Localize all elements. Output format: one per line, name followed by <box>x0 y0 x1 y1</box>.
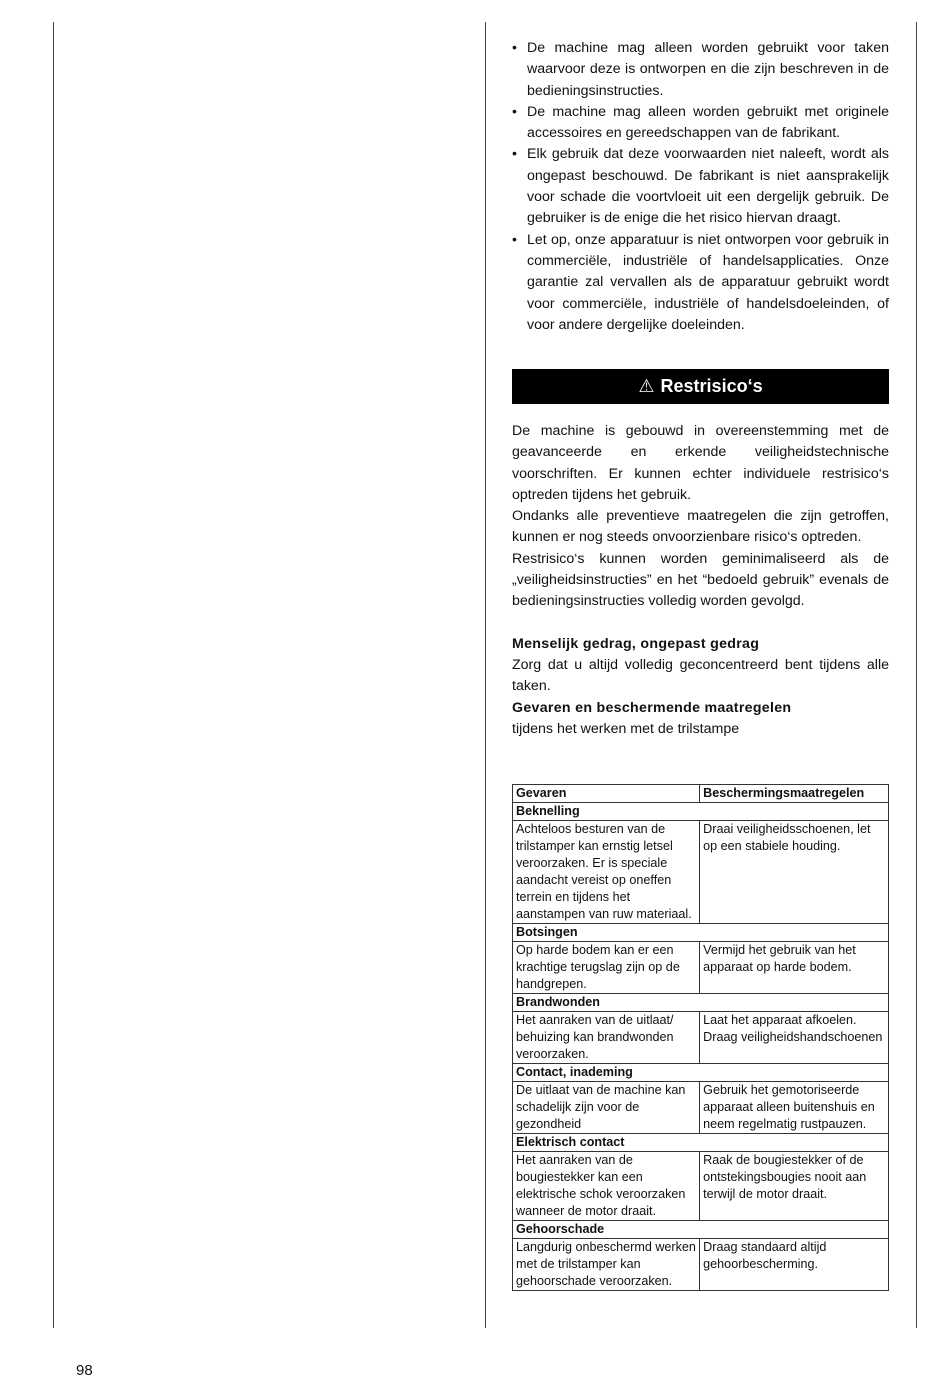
list-item <box>512 230 889 336</box>
bullet-icon: • <box>512 103 517 120</box>
table-group-row <box>513 803 889 821</box>
list-item <box>512 102 889 145</box>
table-row <box>513 1012 889 1064</box>
hazard-cell: Het aanraken van de uitlaat/ behuizing kan brandwonden veroorzaken. <box>513 1012 700 1064</box>
list-item-text: Elk gebruik dat deze voorwaarden niet naleeft, wordt als ongepast beschouwd. De fabrikant is niet aansprakelijk voor schade die voortvloeit uit een dergelijk gebruik. De gebruiker is de enige die het risico hiervan draagt. <box>527 146 889 227</box>
left-margin-rule <box>53 22 54 1328</box>
table-group-row <box>513 1064 889 1082</box>
list-item-text: Let op, onze apparatuur is niet ontworpen voor gebruik in commerciële, industriële of handelsapplicaties. Onze garantie zal vervallen als de apparatuur gebruikt wordt voor commerciële, industriële of handelsdoeleinden, of voor andere dergelijke doeleinden. <box>527 231 889 333</box>
bullet-icon: • <box>512 40 517 56</box>
measure-cell: Vermijd het gebruik van het apparaat op harde bodem. <box>700 942 889 994</box>
group-title: Gehoorschade <box>513 1221 889 1239</box>
center-column-rule <box>485 22 486 1328</box>
page-number: 98 <box>76 1362 93 1379</box>
residual-risks-text <box>512 421 889 740</box>
list-item <box>512 38 889 102</box>
bullet-icon: • <box>512 146 517 163</box>
bullet-icon: • <box>512 231 517 248</box>
measure-cell: Draai veiligheidsschoenen, let op een stabiele houding. <box>700 821 889 924</box>
table-group-row <box>513 924 889 942</box>
hazards-table <box>512 784 889 1291</box>
group-title: Beknelling <box>513 803 889 821</box>
table-row <box>513 1152 889 1221</box>
hazard-cell: Langdurig onbeschermd werken met de trilstamper kan gehoorschade veroorzaken. <box>513 1239 700 1291</box>
intro-paragraph: Ondanks alle preventieve maatregelen die zijn getroffen, kunnen er nog steeds onvoorzienbare risico‘s optreden. <box>512 508 889 546</box>
usage-rules-list <box>512 38 889 336</box>
table-row <box>513 1239 889 1291</box>
group-title: Contact, inademing <box>513 1064 889 1082</box>
list-item <box>512 144 889 229</box>
right-margin-rule <box>916 22 917 1328</box>
behavior-heading: Menselijk gedrag, ongepast gedrag <box>512 635 760 652</box>
hazard-cell: De uitlaat van de machine kan schadelijk zijn voor de gezondheid <box>513 1082 700 1134</box>
section-banner <box>512 369 889 404</box>
warning-triangle-icon: ⚠ <box>638 376 655 396</box>
measure-cell: Raak de bougiestekker of de ontstekingsbougies nooit aan terwijl de motor draait. <box>700 1152 889 1221</box>
table-group-row <box>513 994 889 1012</box>
measure-cell: Draag standaard altijd gehoorbescherming. <box>700 1239 889 1291</box>
list-item-text: De machine mag alleen worden gebruikt voor taken waarvoor deze is ontworpen en die zijn beschreven in de bedieningsinstructies. <box>527 40 889 99</box>
measure-cell: Laat het apparaat afkoelen. Draag veiligheidshandschoenen <box>700 1012 889 1064</box>
table-row <box>513 821 889 924</box>
group-title: Botsingen <box>513 924 889 942</box>
behavior-text: Zorg dat u altijd volledig geconcentreerd bent tijdens alle taken. <box>512 656 889 695</box>
section-title: Restrisico‘s <box>660 376 763 396</box>
column-header-hazards: Gevaren <box>513 785 700 803</box>
column-header-measures: Beschermingsmaatregelen <box>700 785 889 803</box>
group-title: Brandwonden <box>513 994 889 1012</box>
dangers-text: tijdens het werken met de trilstampe <box>512 720 740 737</box>
table-group-row <box>513 1221 889 1239</box>
intro-paragraph: De machine is gebouwd in overeenstemming met de geavanceerde en erkende veiligheidstechnische voorschriften. Er kunnen echter individuele restrisico‘s optreden tijdens het gebruik. <box>512 423 889 503</box>
table-row <box>513 942 889 994</box>
group-title: Elektrisch contact <box>513 1134 889 1152</box>
table-row <box>513 1082 889 1134</box>
hazard-cell: Op harde bodem kan er een krachtige terugslag zijn op de handgrepen. <box>513 942 700 994</box>
dangers-heading: Gevaren en beschermende maatregelen <box>512 699 792 716</box>
intro-paragraph: Restrisico‘s kunnen worden geminimaliseerd als de „veiligheidsinstructies” en het “bedoeld gebruik” evenals de bedieningsinstructies volledig worden gevolgd. <box>512 550 889 610</box>
list-item-text: De machine mag alleen worden gebruikt met originele accessoires en gereedschappen van de fabrikant. <box>527 103 889 142</box>
hazard-cell: Achteloos besturen van de trilstamper kan ernstig letsel veroorzaken. Er is speciale aandacht vereist op oneffen terrein en tijdens het aanstampen van ruw materiaal. <box>513 821 700 924</box>
table-header-row <box>513 785 889 803</box>
measure-cell: Gebruik het gemotoriseerde apparaat alleen buitenshuis en neem regelmatig rustpauzen. <box>700 1082 889 1134</box>
table-group-row <box>513 1134 889 1152</box>
hazard-cell: Het aanraken van de bougiestekker kan een elektrische schok veroorzaken wanneer de motor draait. <box>513 1152 700 1221</box>
